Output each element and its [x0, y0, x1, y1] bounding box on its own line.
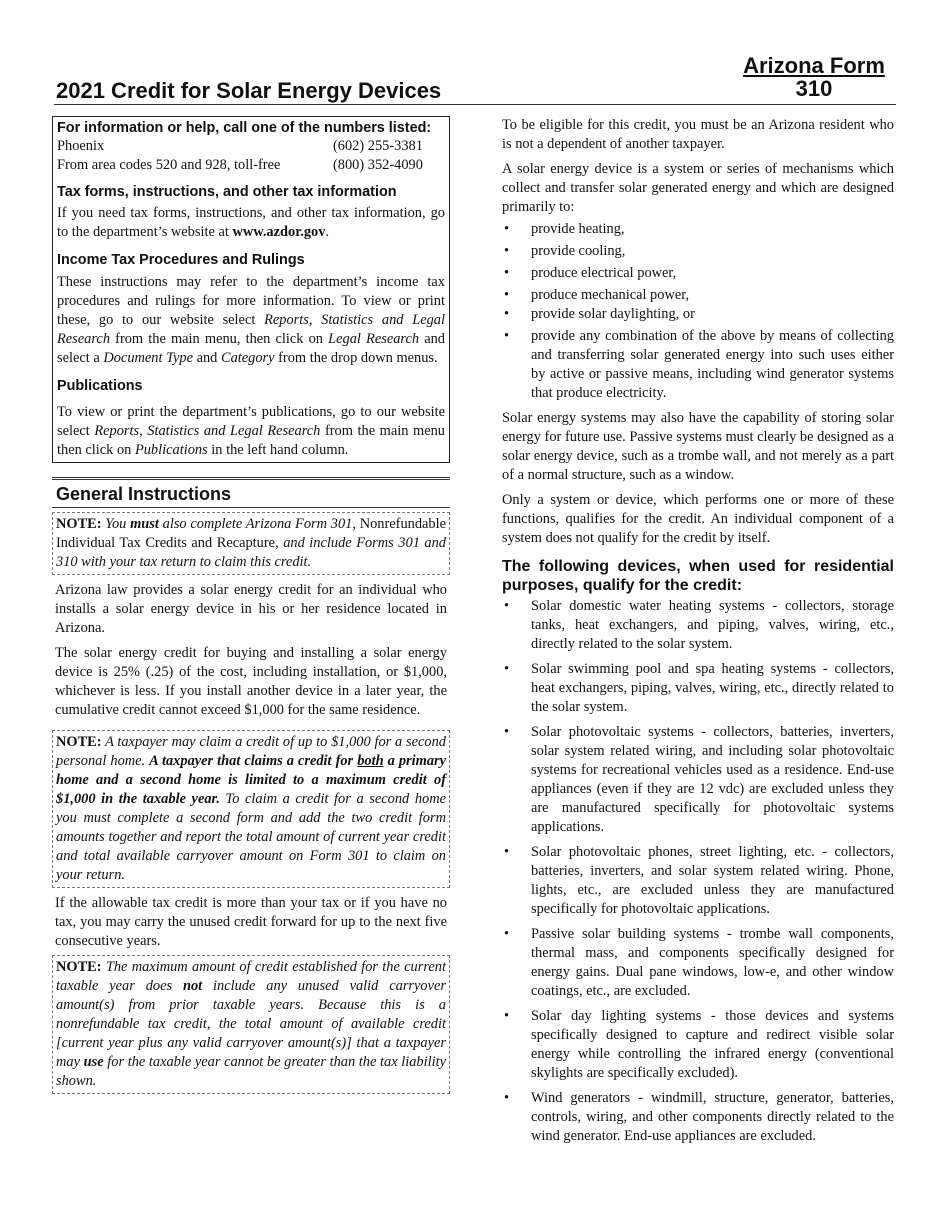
tax-forms-heading: Tax forms, instructions, and other tax information [57, 184, 397, 200]
publications-text: To view or print the department’s publications, go to our website select Reports, Statistics and Legal Research from the main menu then click on Publications in the left hand column. [57, 404, 445, 458]
list-item: • produce electrical power, [502, 264, 894, 283]
left-column [52, 116, 450, 1094]
law-paragraph: Arizona law provides a solar energy credit for an individual who installs a solar energy device in his or her residence located in Arizona. [55, 582, 447, 636]
component-paragraph: Only a system or device, which performs one or more of these functions, qualifies for the credit. An individual component of a system does not qualify for the credit by itself. [502, 492, 894, 546]
list-item: • Solar photovoltaic phones, street lighting, etc. - collectors, batteries, inverters, and solar system related wiring. Phone, lights, etc., are excluded unless they are manufactured specifically for photovoltaic applications. [502, 843, 894, 919]
note-box-maximum-credit [52, 955, 450, 1094]
list-item: • provide any combination of the above by means of collecting and transferring solar generated energy into such uses either by active or passive means, including wind generator systems that produce electricity. [502, 327, 894, 403]
header-divider [54, 104, 896, 105]
procedures-text: These instructions may refer to the department’s income tax procedures and rulings for more information. To view or print these, go to our website select Reports, Statistics and Legal Research from the main menu, then click on Legal Research and select a Document Type and Category from the drop down menus. [57, 274, 445, 366]
list-item: • produce mechanical power, [502, 286, 894, 305]
list-item: • Solar photovoltaic systems - collectors, batteries, inverters, solar system related wiring, and including solar photovoltaic systems for recreational vehicles used as a residence. End-use appliances (even if they are 12 vdc) are excluded unless they are manufactured specifically for photovoltaic systems applications. [502, 723, 894, 837]
info-box [52, 116, 450, 463]
right-column [502, 116, 894, 1146]
carryover-paragraph: If the allowable tax credit is more than your tax or if you have no tax, you may carry the unused credit forward for up to the next five consecutive years. [55, 895, 447, 949]
help-heading: For information or help, call one of the numbers listed: [57, 120, 432, 136]
list-item: • Solar swimming pool and spa heating systems - collectors, heat exchangers, piping, valves, wiring, etc., directly related to the solar system. [502, 660, 894, 717]
purpose-list [502, 220, 894, 403]
form-number-label [734, 54, 894, 100]
note-box-second-home [52, 730, 450, 888]
contact-row [57, 137, 445, 156]
contact-number: (800) 352-4090 [333, 157, 423, 173]
eligibility-paragraph: To be eligible for this credit, you must be an Arizona resident who is not a dependent of another taxpayer. [502, 117, 894, 152]
note-text: NOTE: The maximum amount of credit established for the current taxable year does not include any unused valid carryover amount(s) from prior taxable years. Because this is a nonrefundable tax credit, the total amount of available credit [current year plus any valid carryover amount(s)] that a taxpayer may use for the taxable year cannot be greater than the tax liability shown. [56, 959, 447, 1089]
device-list [502, 597, 894, 1146]
list-item: • Solar day lighting systems - those devices and systems specifically designed to capture and redirect visible solar energy while controlling the infrared energy (conventional skylights are specifically excluded). [502, 1007, 894, 1083]
list-item: • provide heating, [502, 220, 894, 239]
form-label-line2: 310 [795, 76, 833, 101]
list-item: • provide cooling, [502, 242, 894, 261]
contact-row [57, 156, 445, 175]
contact-number: (602) 255-3381 [333, 138, 423, 154]
contact-label: From area codes 520 and 928, toll-free [57, 157, 281, 173]
note-text: NOTE: A taxpayer may claim a credit of up to $1,000 for a second personal home. A taxpayer that claims a credit for both a primary home and a second home is limited to a maximum credit of $1,000 in the taxable year. To claim a credit for a second home you must complete a second form and add the two credit form amounts together and report the total amount of current year credit and total available carryover amount on Form 301 to claim on your return. [56, 734, 446, 883]
page-title: 2021 Credit for Solar Energy Devices [56, 78, 442, 103]
tax-forms-text: If you need tax forms, instructions, and other tax information, go to the department’s website at www.azdor.gov. [57, 205, 445, 240]
website-link[interactable]: www.azdor.gov [232, 224, 326, 240]
qualify-heading: The following devices, when used for residential purposes, qualify for the credit: [502, 558, 894, 594]
list-item: • Solar domestic water heating systems - collectors, storage tanks, heat exchangers, and piping, valves, wiring, etc., directly related to the solar system. [502, 597, 894, 654]
storage-paragraph: Solar energy systems may also have the capability of storing solar energy for future use. Passive systems must clearly be designed as a solar energy device, such as a trombe wall, and not merely as a part of a normal structure, such as a window. [502, 410, 894, 483]
procedures-heading: Income Tax Procedures and Rulings [57, 252, 305, 268]
device-definition-paragraph: A solar energy device is a system or series of mechanisms which collect and transfer solar generated energy and which are designed primarily to: [502, 161, 894, 215]
list-item: • Wind generators - windmill, structure, generator, batteries, controls, wiring, and other components directly related to the wind generator. End-use appliances are excluded. [502, 1089, 894, 1146]
credit-amount-paragraph: The solar energy credit for buying and installing a solar energy device is 25% (.25) of the cost, including installation, or $1,000, whichever is less. If you install another device in a later year, the cumulative credit cannot exceed $1,000 for the same residence. [55, 645, 447, 718]
publications-heading: Publications [57, 378, 143, 394]
list-item: • Passive solar building systems - trombe wall components, thermal mass, and components specifically designed for energy gains. Dual pane windows, low-e, and other window coatings, etc., are excluded. [502, 925, 894, 1001]
contact-label: Phoenix [57, 138, 105, 154]
note-text: NOTE: You must also complete Arizona Form 301, Nonrefundable Individual Tax Credits and Recapture, and include Forms 301 and 310 with your tax return to claim this credit. [56, 516, 447, 570]
general-instructions-heading: General Instructions [52, 477, 450, 508]
list-item: • provide solar daylighting, or [502, 305, 894, 324]
form-label-line1: Arizona Form [743, 53, 885, 78]
note-box-forms [52, 512, 450, 575]
